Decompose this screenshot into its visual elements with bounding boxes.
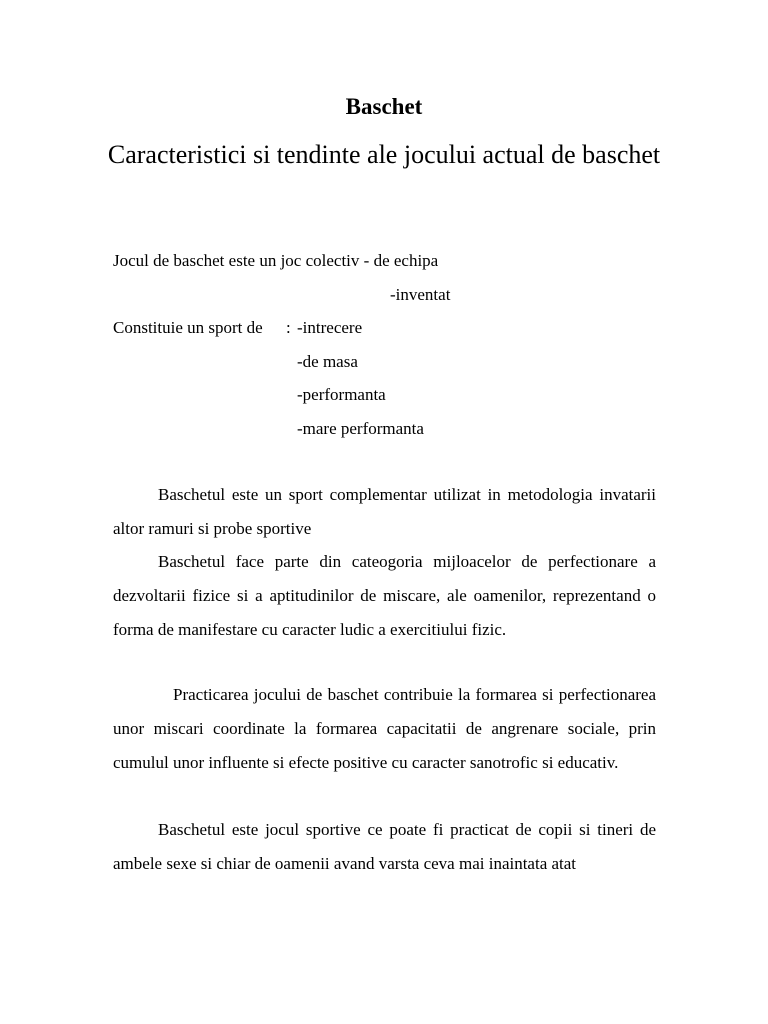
- intro-line-3-colon: :: [286, 318, 291, 337]
- sport-type-item: -performanta: [297, 385, 386, 404]
- intro-line-3-label: Constituie un sport de: [113, 318, 263, 337]
- body-paragraph: Practicarea jocului de baschet contribuie la formarea si perfectionarea unor miscari coordinate la formarea capacitatii de angrenare sociale, prin cumulul unor influente si efecte positive cu caracter sanotrofic si educativ.: [113, 685, 656, 772]
- body-paragraph: Baschetul face parte din cateogoria mijloacelor de perfectionare a dezvoltarii fizice si a aptitudinilor de miscare, ale oamenilor, reprezentand o forma de manifestare cu caracter ludic a exercitiului fizic.: [113, 552, 656, 639]
- body-paragraph: Baschetul este un sport complementar utilizat in metodologia invatarii altor ramuri si probe sportive: [113, 485, 656, 538]
- sport-type-item: -de masa: [297, 352, 358, 371]
- sport-type-item: -mare performanta: [297, 419, 424, 438]
- body-paragraph: Baschetul este jocul sportive ce poate fi practicat de copii si tineri de ambele sexe si chiar de oamenii avand varsta ceva mai inaintata atat: [113, 820, 656, 873]
- intro-line-2: -inventat: [390, 285, 451, 304]
- document-title: Baschet: [345, 94, 423, 119]
- intro-line-1: Jocul de baschet este un joc colectiv - de echipa: [113, 251, 439, 270]
- document-subtitle: Caracteristici si tendinte ale jocului actual de baschet: [107, 140, 661, 169]
- sport-type-item: -intrecere: [297, 318, 363, 337]
